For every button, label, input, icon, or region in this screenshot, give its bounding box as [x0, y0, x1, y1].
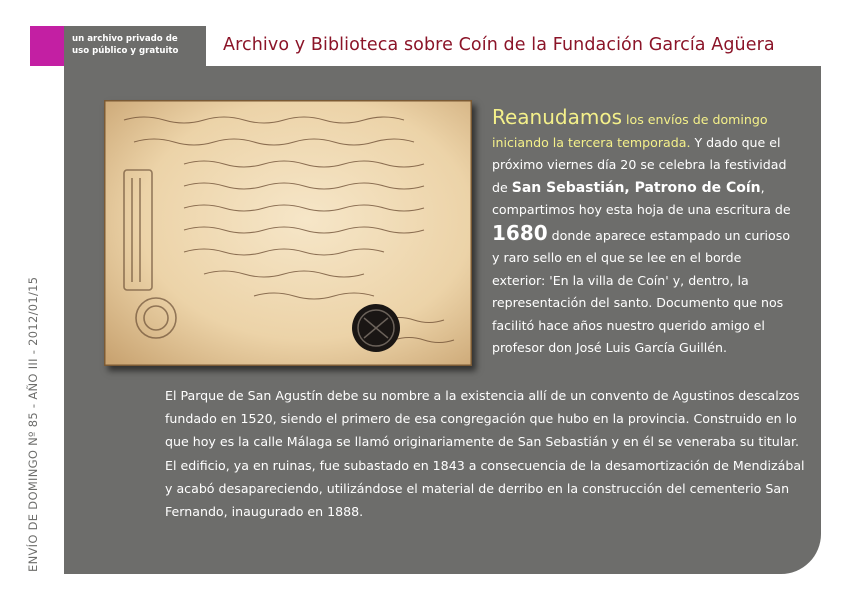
accent-bar: [30, 26, 64, 66]
intro-text-2: , compartimos hoy esta hoja de una escritura de: [492, 179, 791, 217]
tagline-box: [64, 26, 206, 66]
tagline-line-1: un archivo privado de: [72, 34, 178, 44]
tagline-line-2: uso público y gratuito: [72, 46, 179, 56]
page-title: Archivo y Biblioteca sobre Coín de la Fundación García Agüera: [223, 35, 775, 55]
issue-label: ENVÍO DE DOMINGO Nº 85 - AÑO III - 2012/01/15: [26, 276, 40, 572]
document-photo: [104, 100, 472, 366]
intro-text-3: donde aparece estampado un curioso y raro sello en el que se lee en el borde exterior: 'En la villa de Coín' y, dentro, la representación del santo. Documento que nos facilitó hace años nuestro querido amigo el profesor don José Luis García Guillén.: [492, 227, 791, 355]
intro-lead-word: Reanudamos: [492, 105, 622, 129]
body-paragraph: El Parque de San Agustín debe su nombre a la existencia allí de un convento de Agustinos descalzos fundado en 1520, siendo el primero de esa congregación que hubo en la provincia. Construido en lo que hoy es la calle Málaga se llamó originariamente de San Sebastián y en él se veneraba su titular. El edificio, ya en ruinas, fue subastado en 1843 a consecuencia de la desamortización de Mendizábal y acabó desapareciendo, utilizándose el material de derribo en la construcción del cementerio San Fernando, inaugurado en 1888.: [165, 388, 805, 520]
intro-lead-rest: los envíos de domingo iniciando la tercera temporada.: [492, 112, 768, 150]
intro-saint: San Sebastián, Patrono de Coín: [511, 179, 761, 196]
intro-year: 1680: [492, 220, 548, 245]
intro-paragraph: [492, 106, 798, 360]
intro-text-1: Y dado que el próximo viernes día 20 se celebra la festividad de: [492, 134, 787, 195]
